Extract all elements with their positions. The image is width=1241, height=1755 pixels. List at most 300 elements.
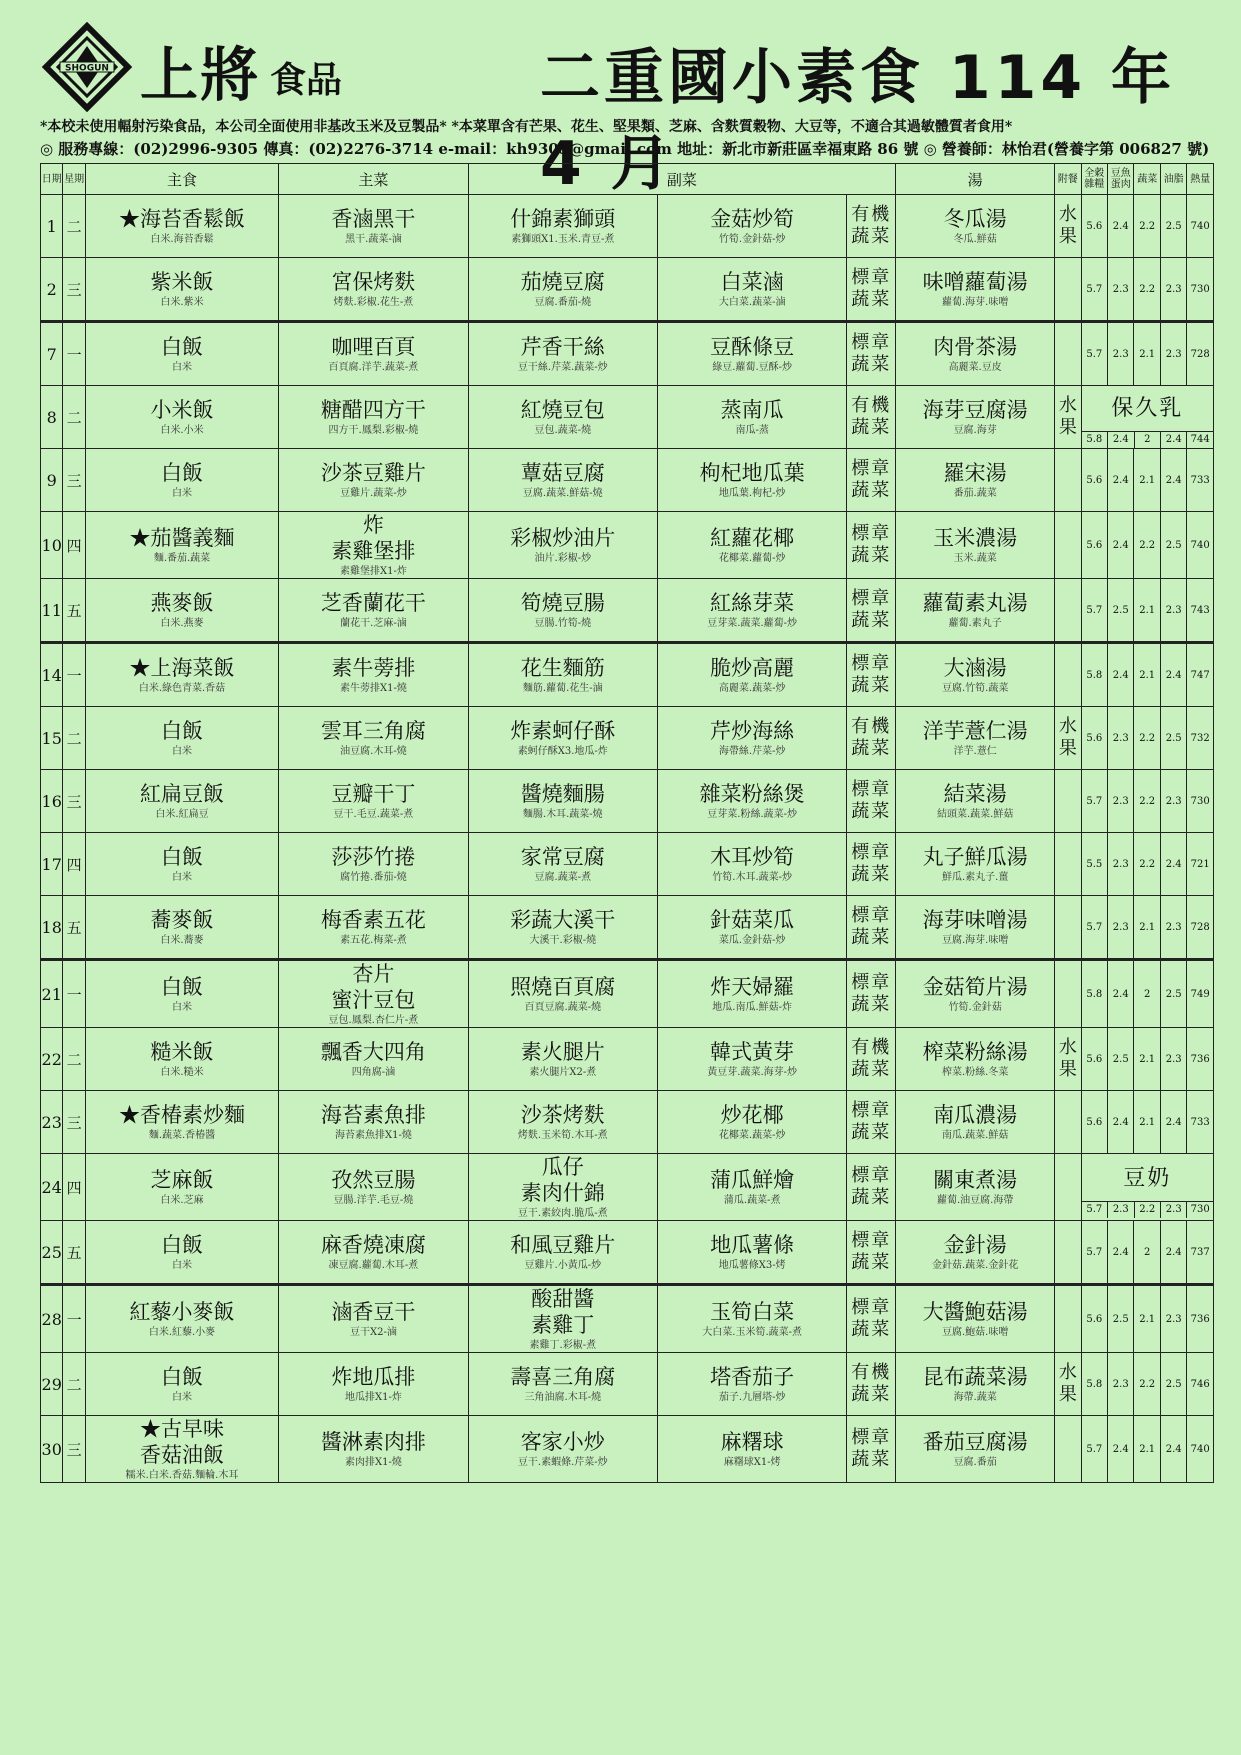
nutrition-value: 733 [1187,449,1214,512]
date-cell: 11 [41,579,63,643]
dish-ingredients: 素雞丁.彩椒-煮 [529,1340,597,1351]
nutrition-value: 2.4 [1160,1221,1186,1285]
date-cell: 1 [41,195,63,258]
nutrition-value: 2.4 [1108,1221,1134,1285]
menu-row [41,512,1214,579]
dish-name: 蕈菇豆腐 [520,461,605,485]
dish-name: 小米飯 [150,398,214,422]
dish-name: 白飯 [161,845,203,869]
nutrition-value: 2.4 [1108,960,1134,1028]
dish-name: 糙米飯 [150,1040,214,1064]
col-weekday: 星期 [63,164,85,195]
extra-cell [1055,643,1081,707]
dish-cell-side2 [657,386,846,449]
dish-name: ★古早味 香菇油飯 [140,1417,224,1467]
dish-cell-soup [896,643,1055,707]
dish-name: 蒸南瓜 [720,398,784,422]
nutrition-strip [1082,1201,1213,1218]
col-veg: 蔬菜 [1134,164,1160,195]
dish-ingredients: 烤麩.彩椒.花生-煮 [333,297,414,308]
dish-cell-soup [896,258,1055,322]
date-cell: 2 [41,258,63,322]
dish-ingredients: 冬瓜.鮮菇 [953,234,997,245]
dish-ingredients: 油豆腐.木耳-燒 [340,746,407,757]
nutrition-value: 5.5 [1081,833,1107,896]
nutrition-value: 2.4 [1108,195,1134,258]
dish-cell-staple [85,386,278,449]
dish-name: 海芽味噌湯 [922,908,1028,932]
dish-name: 紅燒豆包 [520,398,605,422]
vegetable-cell: 標章蔬菜 [847,643,896,707]
nutrition-value: 2.4 [1160,1091,1186,1154]
dish-cell-soup [896,1221,1055,1285]
col-oil: 油脂 [1160,164,1186,195]
nutrition-value: 728 [1187,896,1214,960]
dish-name: 梅香素五花 [320,908,426,932]
dish-cell-main [279,770,468,833]
nutrition-value: 5.7 [1081,322,1107,386]
dish-cell-side2 [657,1028,846,1091]
nutrition-value: 2.3 [1108,322,1134,386]
dish-name: 大醬鮑菇湯 [922,1300,1028,1324]
dish-ingredients: 大白菜.蔬菜-滷 [718,297,786,308]
dish-cell-main [279,512,468,579]
weekday-cell: 三 [63,258,85,322]
dish-cell-side1 [468,896,657,960]
dish-cell-side2 [657,770,846,833]
extra-cell [1055,960,1081,1028]
dish-name: 芝香蘭花干 [320,591,426,615]
dish-name: 南瓜濃湯 [933,1103,1018,1127]
dish-ingredients: 白米.紫米 [160,297,204,308]
dish-ingredients: 豆腐.番茄 [953,1457,997,1468]
extra-drink-cell [1081,386,1213,449]
vegetable-cell: 標章蔬菜 [847,1285,896,1353]
nutrition-value: 2 [1134,960,1160,1028]
col-date: 日期 [41,164,63,195]
dish-ingredients: 素火腿片X2-煮 [529,1067,597,1078]
nutrition-value: 5.8 [1081,960,1107,1028]
menu-row [41,195,1214,258]
dish-cell-staple [85,512,278,579]
dish-cell-main [279,1028,468,1091]
dish-name: 孜然豆腸 [331,1168,416,1192]
nutrition-value: 2.2 [1134,707,1160,770]
vegetable-cell: 標章蔬菜 [847,770,896,833]
dish-cell-main [279,1353,468,1416]
dish-name: 榨菜粉絲湯 [922,1040,1028,1064]
dish-name: 白飯 [161,335,203,359]
dish-cell-side1 [468,322,657,386]
dish-ingredients: 豆腐.海芽 [953,425,997,436]
dish-cell-soup [896,960,1055,1028]
dish-cell-main [279,1221,468,1285]
nutrition-value: 2.2 [1134,195,1160,258]
weekday-cell: 二 [63,195,85,258]
weekday-cell: 三 [63,1091,85,1154]
menu-row [41,386,1214,449]
extra-drink: 保久乳 [1111,395,1184,421]
weekday-cell: 二 [63,1353,85,1416]
dish-name: 糖醋四方干 [320,398,426,422]
weekday-cell: 二 [63,1028,85,1091]
weekday-cell: 四 [63,1154,85,1221]
dish-cell-side1 [468,1091,657,1154]
nutrition-value: 2.3 [1160,1202,1186,1218]
col-protein: 豆魚蛋肉 [1108,164,1134,195]
dish-ingredients: 麵筋.蘿蔔.花生-滷 [522,683,603,694]
weekday-cell: 五 [63,896,85,960]
nutrition-value: 5.8 [1081,643,1107,707]
dish-cell-soup [896,195,1055,258]
menu-row [41,960,1214,1028]
dish-ingredients: 玉米.蔬菜 [953,553,997,564]
nutrition-value: 2.4 [1160,1416,1186,1483]
dish-name: 大滷湯 [943,656,1007,680]
vegetable-cell: 標章蔬菜 [847,1154,896,1221]
dish-name: 瓜仔 素肉什錦 [520,1155,605,1205]
dish-name: 炸 素雞堡排 [331,513,416,563]
date-cell: 24 [41,1154,63,1221]
dish-name: 枸杞地瓜葉 [699,461,805,485]
vegetable-cell: 標章蔬菜 [847,579,896,643]
dish-cell-side1 [468,195,657,258]
col-grains: 全穀雜糧 [1081,164,1107,195]
nutrition-value: 2.3 [1108,258,1134,322]
dish-name: 羅宋湯 [943,461,1007,485]
dish-name: 白飯 [161,975,203,999]
dish-cell-main [279,643,468,707]
dish-cell-side2 [657,1416,846,1483]
menu-row [41,258,1214,322]
dish-cell-side2 [657,643,846,707]
menu-row [41,707,1214,770]
dish-ingredients: 豆包.蔬菜-燒 [534,425,592,436]
dish-ingredients: 油片.彩椒-炒 [534,553,592,564]
dish-cell-staple [85,1353,278,1416]
dish-cell-staple [85,322,278,386]
nutrition-value: 736 [1187,1028,1214,1091]
nutrition-value: 2.3 [1108,707,1134,770]
dish-cell-staple [85,643,278,707]
dish-cell-side2 [657,195,846,258]
dish-ingredients: 大白菜.玉米筍.蔬菜-煮 [702,1327,803,1338]
menu-row [41,770,1214,833]
dish-name: 彩椒炒油片 [510,526,616,550]
dish-cell-staple [85,707,278,770]
menu-row [41,1416,1214,1483]
dish-ingredients: 豆雞片.小黃瓜-炒 [524,1260,602,1271]
nutrition-value: 2.5 [1108,1285,1134,1353]
dish-ingredients: 白米.糙米 [160,1067,204,1078]
weekday-cell: 二 [63,707,85,770]
dish-name: 麻香燒凍腐 [320,1233,426,1257]
nutrition-value: 2.5 [1160,512,1186,579]
dish-name: 韓式黃芽 [710,1040,795,1064]
dish-ingredients: 豆腐.竹筍.蔬菜 [941,683,1009,694]
dish-cell-side1 [468,1416,657,1483]
nutrition-value: 746 [1187,1353,1214,1416]
nutrition-value: 5.6 [1081,195,1107,258]
dish-cell-side1 [468,1154,657,1221]
menu-row [41,449,1214,512]
dish-ingredients: 榨菜.粉絲.冬菜 [941,1067,1009,1078]
dish-cell-side2 [657,258,846,322]
date-cell: 22 [41,1028,63,1091]
nutrition-value: 2.5 [1160,1353,1186,1416]
dish-cell-soup [896,770,1055,833]
dish-ingredients: 地瓜.南瓜.鮮菇-炸 [712,1002,793,1013]
dish-name: ★海苔香鬆飯 [119,207,245,231]
dish-name: 炸天婦羅 [710,975,795,999]
dish-cell-main [279,1285,468,1353]
menu-row [41,1028,1214,1091]
dish-name: 白飯 [161,1365,203,1389]
dish-cell-soup [896,896,1055,960]
vegetable-cell: 有機蔬菜 [847,1028,896,1091]
nutrition-value: 2.5 [1160,960,1186,1028]
dish-name: 杏片 蜜汁豆包 [331,962,416,1012]
dish-cell-side2 [657,1154,846,1221]
nutrition-value: 732 [1187,707,1214,770]
allergy-notice: *本校未使用輻射污染食品，本公司全面使用非基改玉米及豆製品* *本菜單含有芒果、花生、堅果類、芝麻、含麩質穀物、大豆等，不適合其過敏體質者食用* [40,119,1013,135]
col-side: 副菜 [468,164,896,195]
dish-cell-side2 [657,512,846,579]
dish-cell-soup [896,1285,1055,1353]
nutrition-value: 2.4 [1108,643,1134,707]
dish-ingredients: 白米.紅藜.小麥 [148,1327,216,1338]
extra-cell: 水果 [1055,386,1081,449]
dish-ingredients: 黑干.蔬菜-滷 [345,234,402,245]
dish-ingredients: 豆腐.海芽.味噌 [941,935,1009,946]
dish-name: 宮保烤麩 [331,270,416,294]
dish-name: 客家小炒 [520,1430,605,1454]
dish-cell-soup [896,707,1055,770]
nutrition-value: 2.4 [1160,449,1186,512]
weekday-cell: 一 [63,960,85,1028]
nutrition-value: 2.3 [1108,770,1134,833]
dish-name: 芝麻飯 [150,1168,214,1192]
nutrition-value: 736 [1187,1285,1214,1353]
dish-cell-staple [85,960,278,1028]
dish-ingredients: 豆雞片.蔬菜-炒 [340,488,407,499]
nutrition-value: 737 [1187,1221,1214,1285]
dish-ingredients: 大溪干.彩椒-燒 [529,935,597,946]
dish-name: 沙茶豆雞片 [320,461,426,485]
nutrition-value: 2.1 [1134,449,1160,512]
nutrition-value: 5.7 [1081,1221,1107,1285]
dish-ingredients: 番茄.蔬菜 [953,488,997,499]
dish-cell-side2 [657,896,846,960]
nutrition-value: 721 [1187,833,1214,896]
dish-ingredients: 麵腸.木耳.蔬菜-燒 [522,809,603,820]
dish-name: 筍燒豆腸 [520,591,605,615]
nutrition-value: 2.3 [1160,258,1186,322]
weekday-cell: 三 [63,1416,85,1483]
menu-row [41,1154,1214,1221]
dish-name: 金針湯 [943,1233,1007,1257]
nutrition-value: 2.2 [1134,770,1160,833]
dish-cell-side2 [657,1353,846,1416]
dish-ingredients: 豆干.素絞肉.脆瓜-煮 [517,1208,608,1219]
dish-cell-side1 [468,579,657,643]
dish-cell-staple [85,258,278,322]
extra-cell: 水果 [1055,707,1081,770]
nutrition-value: 2.3 [1107,1202,1133,1218]
weekday-cell: 二 [63,386,85,449]
nutrition-value: 730 [1187,258,1214,322]
dish-name: 炸素蚵仔酥 [510,719,616,743]
dish-ingredients: 地瓜排X1-炸 [344,1392,402,1403]
dish-name: 白飯 [161,719,203,743]
nutrition-value: 2.1 [1134,643,1160,707]
dish-cell-side2 [657,833,846,896]
menu-title: 二重國小素食 114 年 4 月 [540,43,1176,199]
nutrition-value: 2.2 [1134,1353,1160,1416]
nutrition-value: 2.1 [1134,1028,1160,1091]
nutrition-value: 5.6 [1081,449,1107,512]
nutrition-value: 2.3 [1108,1353,1134,1416]
dish-ingredients: 洋芋.薏仁 [953,746,997,757]
nutrition-value: 2.4 [1108,1091,1134,1154]
dish-name: 白菜滷 [720,270,784,294]
dish-name: 玉米濃湯 [933,526,1018,550]
dish-ingredients: 素牛蒡排X1-燒 [339,683,407,694]
nutrition-value: 2.2 [1134,258,1160,322]
dish-name: 雲耳三角腐 [320,719,426,743]
dish-ingredients: 豆腐.蔬菜.鮮菇-燒 [522,488,603,499]
menu-row [41,1285,1214,1353]
dish-cell-side2 [657,579,846,643]
nutrition-value: 2.5 [1108,579,1134,643]
nutrition-value: 2.3 [1160,579,1186,643]
dish-ingredients: 凍豆腐.蘿蔔.木耳-煮 [328,1260,419,1271]
nutrition-value: 5.7 [1081,770,1107,833]
date-cell: 7 [41,322,63,386]
vegetable-cell: 標章蔬菜 [847,449,896,512]
dish-cell-side1 [468,1285,657,1353]
dish-ingredients: 海帶絲.芹菜-炒 [718,746,786,757]
contact-info: ◎ 服務專線：(02)2996-9305 傳真：(02)2276-3714 e-mail：kh9305@gmail.com 地址：新北市新莊區幸福東路 86 號 ◎ 營養師：林怡君(營養字第 006827 號) [40,140,1210,158]
nutrition-value: 2.2 [1134,1202,1160,1218]
nutrition-value: 2.4 [1107,432,1133,448]
dish-ingredients: 白米.小米 [160,425,204,436]
weekday-cell: 一 [63,322,85,386]
date-cell: 30 [41,1416,63,1483]
date-cell: 8 [41,386,63,449]
col-soup: 湯 [896,164,1055,195]
dish-ingredients: 三角油腐.木耳-燒 [524,1392,602,1403]
dish-cell-staple [85,195,278,258]
extra-cell [1055,1154,1081,1221]
vegetable-cell: 標章蔬菜 [847,258,896,322]
weekday-cell: 一 [63,1285,85,1353]
dish-cell-side1 [468,1028,657,1091]
dish-ingredients: 素肉排X1-燒 [344,1457,402,1468]
dish-ingredients: 豆芽菜.蔬菜.蘿蔔-炒 [707,618,798,629]
extra-cell [1055,1221,1081,1285]
extra-cell: 水果 [1055,195,1081,258]
nutrition-value: 5.8 [1086,433,1103,445]
dish-ingredients: 高麗菜.蔬菜-炒 [718,683,786,694]
dish-ingredients: 白米.綠色青菜.香菇 [138,683,226,694]
dish-cell-side1 [468,386,657,449]
nutrition-value: 728 [1187,322,1214,386]
nutrition-value: 5.6 [1081,1028,1107,1091]
col-main: 主菜 [279,164,468,195]
nutrition-value: 2.1 [1134,896,1160,960]
nutrition-value: 2.1 [1134,579,1160,643]
dish-cell-side1 [468,707,657,770]
date-cell: 17 [41,833,63,896]
dish-name: 白飯 [161,1233,203,1257]
nutrition-value: 740 [1187,1416,1214,1483]
nutrition-value: 2.5 [1108,1028,1134,1091]
dish-ingredients: 竹筍.木耳.蔬菜-炒 [712,872,793,883]
dish-cell-side2 [657,707,846,770]
nutrition-value: 2.5 [1160,707,1186,770]
dish-name: 豆酥條豆 [710,335,795,359]
extra-drink: 豆奶 [1123,1165,1172,1191]
dish-cell-side1 [468,643,657,707]
nutrition-value: 2.3 [1108,833,1134,896]
dish-ingredients: 白米.海苔香鬆 [150,234,214,245]
dish-cell-staple [85,896,278,960]
dish-name: 針菇菜瓜 [710,908,795,932]
dish-cell-main [279,1091,468,1154]
dish-cell-side2 [657,1221,846,1285]
dish-ingredients: 百頁腐.洋芋.蔬菜-煮 [328,362,419,373]
extra-cell [1055,896,1081,960]
nutrition-value: 5.7 [1086,1203,1103,1215]
dish-ingredients: 豆包.鳳梨.杏仁片-煮 [328,1015,419,1026]
dish-name: 地瓜薯條 [710,1233,795,1257]
dish-ingredients: 麵.番茄.蔬菜 [153,553,211,564]
nutrition-value: 2.3 [1160,1028,1186,1091]
extra-cell [1055,579,1081,643]
nutrition-value: 2.2 [1134,833,1160,896]
dish-ingredients: 百頁豆腐.蔬菜-燒 [524,1002,602,1013]
extra-cell [1055,512,1081,579]
dish-name: 素火腿片 [520,1040,605,1064]
dish-name: 玉筍白菜 [710,1300,795,1324]
menu-table [40,163,1214,1483]
nutrition-value: 740 [1187,512,1214,579]
shogun-logo [42,22,132,112]
dish-cell-soup [896,1028,1055,1091]
dish-cell-staple [85,770,278,833]
dish-ingredients: 蒲瓜.蔬菜-煮 [723,1195,781,1206]
dish-name: 味噌蘿蔔湯 [922,270,1028,294]
extra-drink-cell [1081,1154,1213,1221]
dish-ingredients: 地瓜葉.枸杞-炒 [718,488,786,499]
dish-name: 素牛蒡排 [331,656,416,680]
nutrition-value: 2.4 [1160,643,1186,707]
dish-name: 昆布蔬菜湯 [922,1365,1028,1389]
nutrition-value: 2 [1134,1221,1160,1285]
nutrition-value: 2.4 [1108,449,1134,512]
dish-ingredients: 白米.蕎麥 [160,935,204,946]
nutrition-value: 2.3 [1160,770,1186,833]
dish-name: 脆炒高麗 [710,656,795,680]
dish-ingredients: 烤麩.玉米筍.木耳-煮 [517,1130,608,1141]
brand-name: 上將 [140,41,261,109]
date-cell: 28 [41,1285,63,1353]
extra-cell [1055,1416,1081,1483]
dish-name: 芹香干絲 [520,335,605,359]
dish-ingredients: 菜瓜.金針菇-炒 [718,935,786,946]
extra-cell [1055,1091,1081,1154]
